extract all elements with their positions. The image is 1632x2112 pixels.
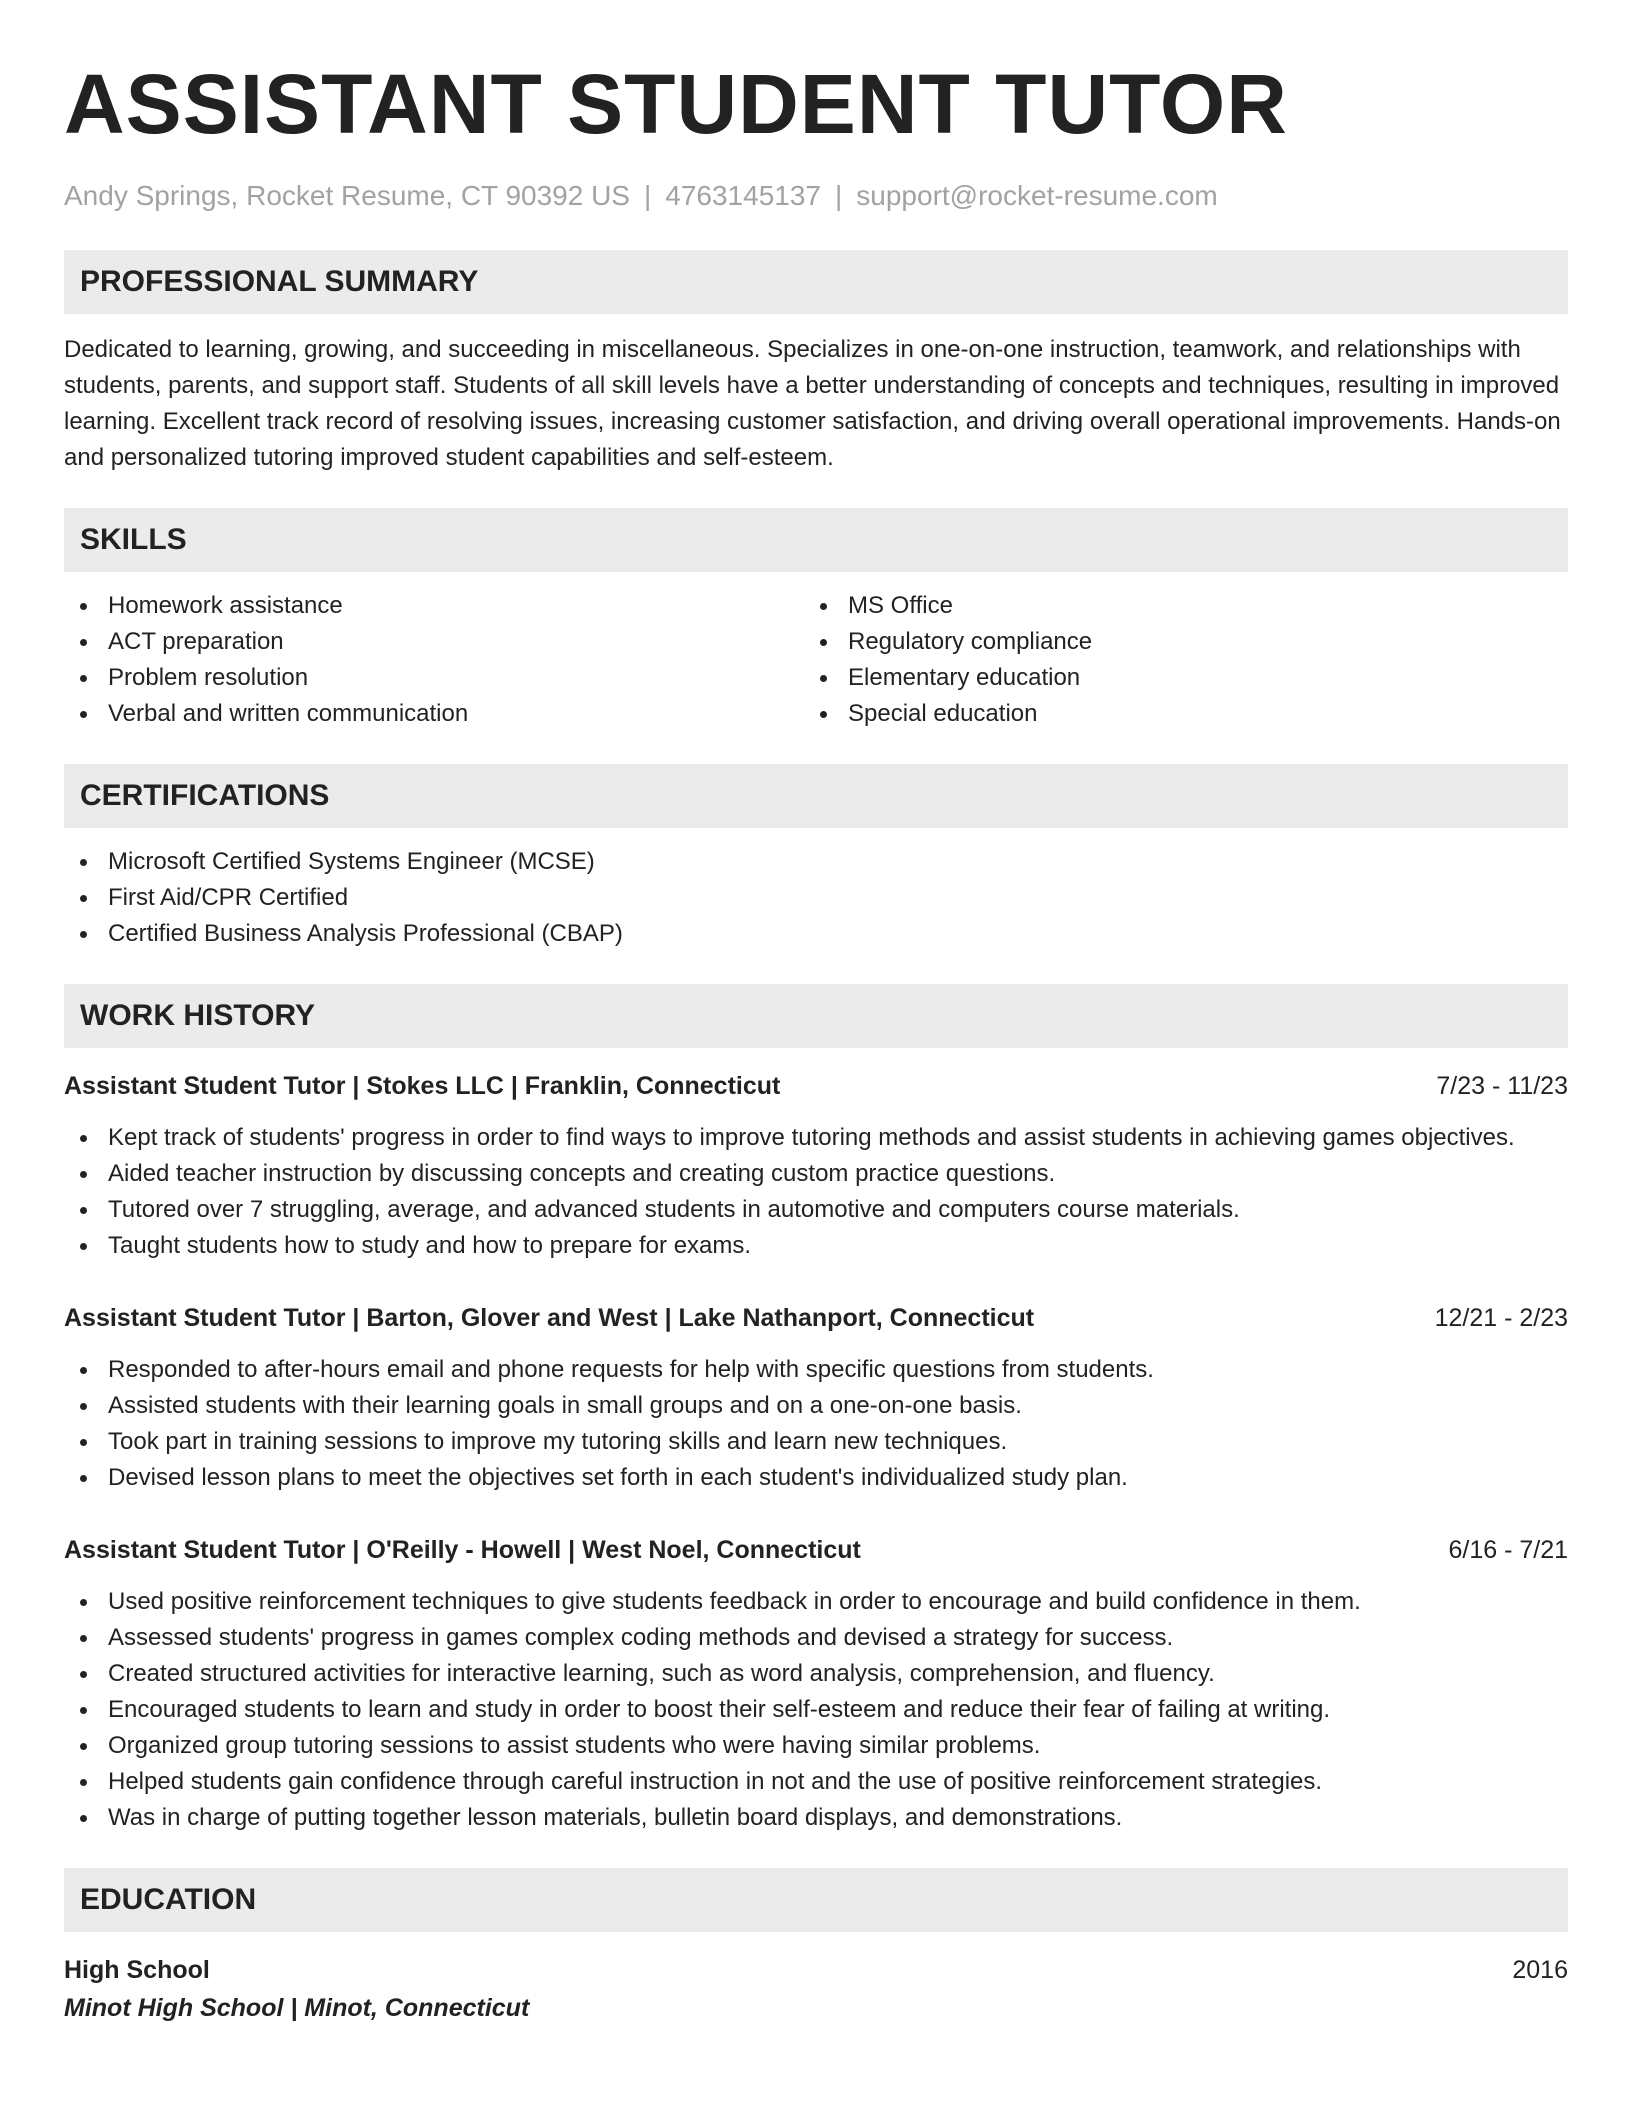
skill-item: Homework assistance — [64, 588, 804, 624]
contact-email: support@rocket-resume.com — [856, 180, 1218, 211]
education-entry — [64, 1952, 1568, 2028]
job-bullet: Helped students gain confidence through careful instruction in not and the use of positive reinforcement strategies. — [64, 1764, 1568, 1800]
education-year: 2016 — [1512, 1956, 1568, 1984]
summary-text: Dedicated to learning, growing, and succeeding in miscellaneous. Specializes in one-on-one instruction, teamwork, and relationships with students, parents, and support staff. Students of all skill levels have a better understanding of concepts and techniques, resulting in improved learning. Excellent track record of resolving issues, increasing customer satisfaction, and driving overall operational improvements. Hands-on and personalized tutoring improved student capabilities and self-esteem. — [64, 336, 1561, 471]
contact-phone: 4763145137 — [665, 180, 821, 211]
job-header — [64, 1300, 1568, 1336]
job-bullet: Devised lesson plans to meet the objectives set forth in each student's individualized study plan. — [64, 1460, 1568, 1496]
contact-separator: | — [643, 180, 652, 211]
job-bullet: Used positive reinforcement techniques to give students feedback in order to encourage and build confidence in them. — [64, 1584, 1568, 1620]
skill-item: ACT preparation — [64, 624, 804, 660]
education-school: Minot High School | Minot, Connecticut — [64, 1994, 530, 2022]
job-bullet: Assisted students with their learning goals in small groups and on a one-on-one basis. — [64, 1388, 1568, 1424]
job-bullet: Responded to after-hours email and phone requests for help with specific questions from students. — [64, 1352, 1568, 1388]
job-bullet: Encouraged students to learn and study in order to boost their self-esteem and reduce their fear of failing at writing. — [64, 1692, 1568, 1728]
job-entry — [64, 1068, 1568, 1264]
job-bullet: Kept track of students' progress in order to find ways to improve tutoring methods and assist students in achieving games objectives. — [64, 1120, 1568, 1156]
job-bullet: Organized group tutoring sessions to assist students who were having similar problems. — [64, 1728, 1568, 1764]
job-bullet: Aided teacher instruction by discussing concepts and creating custom practice questions. — [64, 1156, 1568, 1192]
contact-address: Andy Springs, Rocket Resume, CT 90392 US — [64, 180, 630, 211]
contact-separator: | — [835, 180, 843, 211]
job-entry — [64, 1532, 1568, 1836]
certification-item: Microsoft Certified Systems Engineer (MCSE) — [64, 844, 1568, 880]
education-degree: High School — [64, 1956, 210, 1984]
job-bullets — [64, 1584, 1568, 1836]
contact-line — [64, 178, 1568, 214]
job-bullet: Was in charge of putting together lesson materials, bulletin board displays, and demonstrations. — [64, 1800, 1568, 1836]
job-header — [64, 1532, 1568, 1568]
skill-item: Elementary education — [804, 660, 1544, 696]
skills-column-left — [64, 588, 804, 732]
job-title: Assistant Student Tutor | Stokes LLC | Franklin, Connecticut — [64, 1072, 781, 1100]
job-bullet: Assessed students' progress in games complex coding methods and devised a strategy for success. — [64, 1620, 1568, 1656]
skill-item: Verbal and written communication — [64, 696, 804, 732]
section-heading-certifications: CERTIFICATIONS — [64, 764, 1568, 828]
job-entry — [64, 1300, 1568, 1496]
section-heading-education: EDUCATION — [64, 1868, 1568, 1932]
job-bullets — [64, 1120, 1568, 1264]
skill-item: Problem resolution — [64, 660, 804, 696]
job-bullet: Created structured activities for interactive learning, such as word analysis, comprehension, and fluency. — [64, 1656, 1568, 1692]
certifications-list — [64, 844, 1568, 952]
skills-column-right — [804, 588, 1544, 732]
job-bullets — [64, 1352, 1568, 1496]
job-dates: 7/23 - 11/23 — [1436, 1072, 1568, 1100]
section-heading-summary: PROFESSIONAL SUMMARY — [64, 250, 1568, 314]
skills-list — [64, 588, 1568, 732]
certification-item: First Aid/CPR Certified — [64, 880, 1568, 916]
education-header — [64, 1952, 1568, 1988]
job-bullet: Tutored over 7 struggling, average, and advanced students in automotive and computers course materials. — [64, 1192, 1568, 1228]
job-bullet: Took part in training sessions to improve my tutoring skills and learn new techniques. — [64, 1424, 1568, 1460]
section-heading-skills: SKILLS — [64, 508, 1568, 572]
job-header — [64, 1068, 1568, 1104]
certification-item: Certified Business Analysis Professional (CBAP) — [64, 916, 1568, 952]
job-title: Assistant Student Tutor | Barton, Glover and West | Lake Nathanport, Connecticut — [64, 1304, 1035, 1332]
skill-item: MS Office — [804, 588, 1544, 624]
job-bullet: Taught students how to study and how to prepare for exams. — [64, 1228, 1568, 1264]
resume-title: ASSISTANT STUDENT TUTOR — [64, 57, 1288, 151]
skill-item: Regulatory compliance — [804, 624, 1544, 660]
job-dates: 6/16 - 7/21 — [1448, 1536, 1568, 1564]
skill-item: Special education — [804, 696, 1544, 732]
job-title: Assistant Student Tutor | O'Reilly - Howell | West Noel, Connecticut — [64, 1536, 861, 1564]
job-dates: 12/21 - 2/23 — [1434, 1304, 1568, 1332]
section-heading-work-history: WORK HISTORY — [64, 984, 1568, 1048]
